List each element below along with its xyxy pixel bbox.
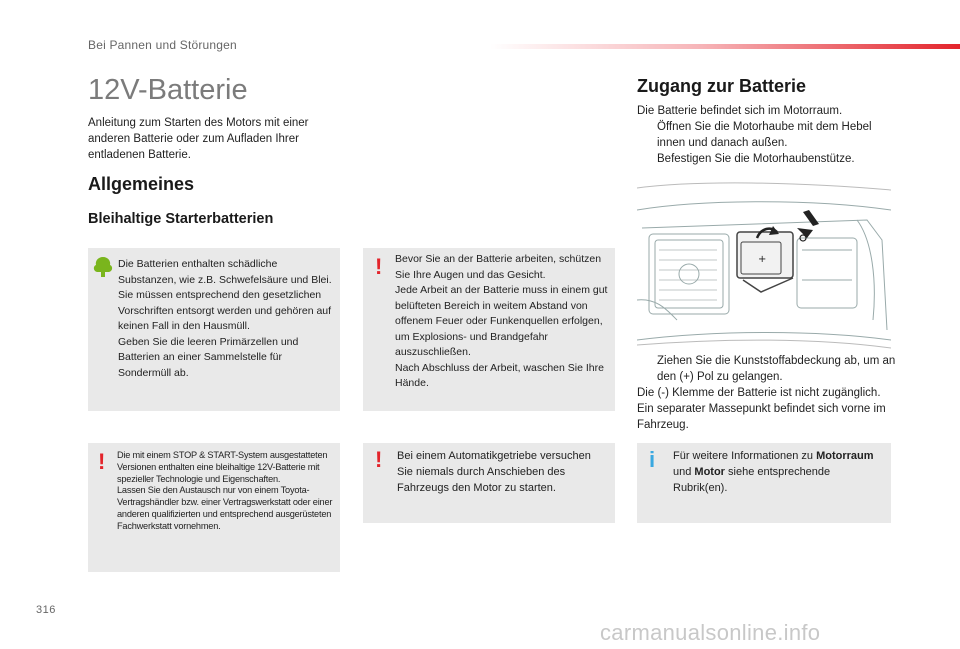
battery-location-text: Die Batterie befindet sich im Motorraum. (637, 105, 843, 117)
step-text: Öffnen Sie die Motorhaube mit dem Hebel innen und danach außen. (657, 121, 872, 149)
page-title: 12V-Batterie (88, 74, 248, 106)
environment-note-line: Geben Sie die leeren Primärzellen und Batterien an einer Sammelstelle für Sondermüll ab. (118, 335, 299, 379)
step-item (637, 151, 897, 167)
info-text-bold: Motorraum (816, 450, 874, 462)
info-icon: i (649, 447, 656, 472)
environment-note-line: Sie müssen entsprechend den gesetzlichen Vorschriften entsorgt werden und gehören auf keinen Fall in den Hausmüll. (118, 289, 332, 332)
section-heading-general: Allgemeines (88, 174, 195, 194)
info-text-part: siehe entsprechende Rubrik(en). (673, 466, 831, 494)
note-text: Ein separater Massepunkt befindet sich vorne im Fahrzeug. (637, 403, 886, 431)
header-accent-bar (490, 44, 960, 49)
section-heading-lead-batteries: Bleihaltige Starterbatterien (88, 211, 274, 227)
stop-start-warning-line: Lassen Sie den Austausch nur von einem Toyota-Vertragshändler bzw. einer Vertragswerkstatt oder einer anderen qualifizierten und entsprechend ausgerüsteten Fachwerkstatt vornehmen. (117, 485, 333, 531)
step-item (637, 119, 897, 151)
tree-icon (92, 256, 114, 278)
safety-warning-box (363, 248, 615, 411)
intro-text: Anleitung zum Starten des Motors mit einer anderen Batterie oder zum Aufladen Ihrer entladenen Batterie. (88, 117, 309, 161)
info-box (637, 443, 891, 523)
info-text-bold: Motor (694, 466, 725, 478)
stop-start-warning-text (117, 450, 337, 533)
bullet-icon (637, 353, 657, 385)
info-text (673, 448, 883, 496)
watermark: carmanualsonline.info (600, 620, 821, 645)
warning-icon: ! (98, 449, 106, 474)
environment-note-line: Die Batterien enthalten schädliche Substanzen, wie z.B. Schwefelsäure und Blei. (118, 258, 332, 286)
step-text: Befestigen Sie die Motorhaubenstütze. (657, 153, 855, 165)
bullet-icon (637, 151, 657, 167)
bullet-icon (637, 119, 657, 151)
environment-note-box (88, 248, 340, 411)
automatic-gearbox-warning-box (363, 443, 615, 523)
page-number: 316 (36, 604, 56, 616)
section-heading-battery-access: Zugang zur Batterie (637, 76, 807, 96)
environment-note-text (118, 257, 336, 381)
stop-start-warning-box (88, 443, 340, 572)
note-text: Die (-) Klemme der Batterie ist nicht zugänglich. (637, 387, 881, 399)
plus-terminal-label: + (758, 254, 767, 265)
safety-warning-line: Nach Abschluss der Arbeit, waschen Sie Ihre Hände. (395, 361, 604, 389)
stop-start-warning-line: Die mit einem STOP & START-System ausgestatteten Versionen enthalten eine bleihaltige 12V-Batterie mit spezieller Technologie und Eigenschaften. (117, 450, 328, 484)
automatic-gearbox-warning-text: Bei einem Automatikgetriebe versuchen Sie niemals durch Anschieben des Fahrzeugs den Motor zu starten. (397, 450, 591, 494)
battery-access-steps (637, 103, 897, 167)
warning-icon: ! (375, 254, 383, 279)
safety-warning-text (395, 252, 609, 392)
step-item (637, 353, 897, 385)
info-text-part: Für weitere Informationen zu (673, 450, 817, 462)
chapter-title: Bei Pannen und Störungen (88, 38, 237, 52)
warning-icon: ! (375, 447, 383, 472)
battery-access-notes (637, 353, 897, 433)
info-text-part: und (673, 466, 695, 478)
safety-warning-line: Jede Arbeit an der Batterie muss in einem gut belüfteten Bereich in weitem Abstand von offenem Feuer oder Funkenquellen erfolgen, um Explosions- und Brandgefahr auszuschließen. (395, 284, 608, 358)
engine-bay-illustration (637, 180, 891, 350)
step-text: Ziehen Sie die Kunststoffabdeckung ab, um an den (+) Pol zu gelangen. (657, 355, 896, 383)
safety-warning-line: Bevor Sie an der Batterie arbeiten, schützen Sie Ihre Augen und das Gesicht. (395, 253, 602, 281)
